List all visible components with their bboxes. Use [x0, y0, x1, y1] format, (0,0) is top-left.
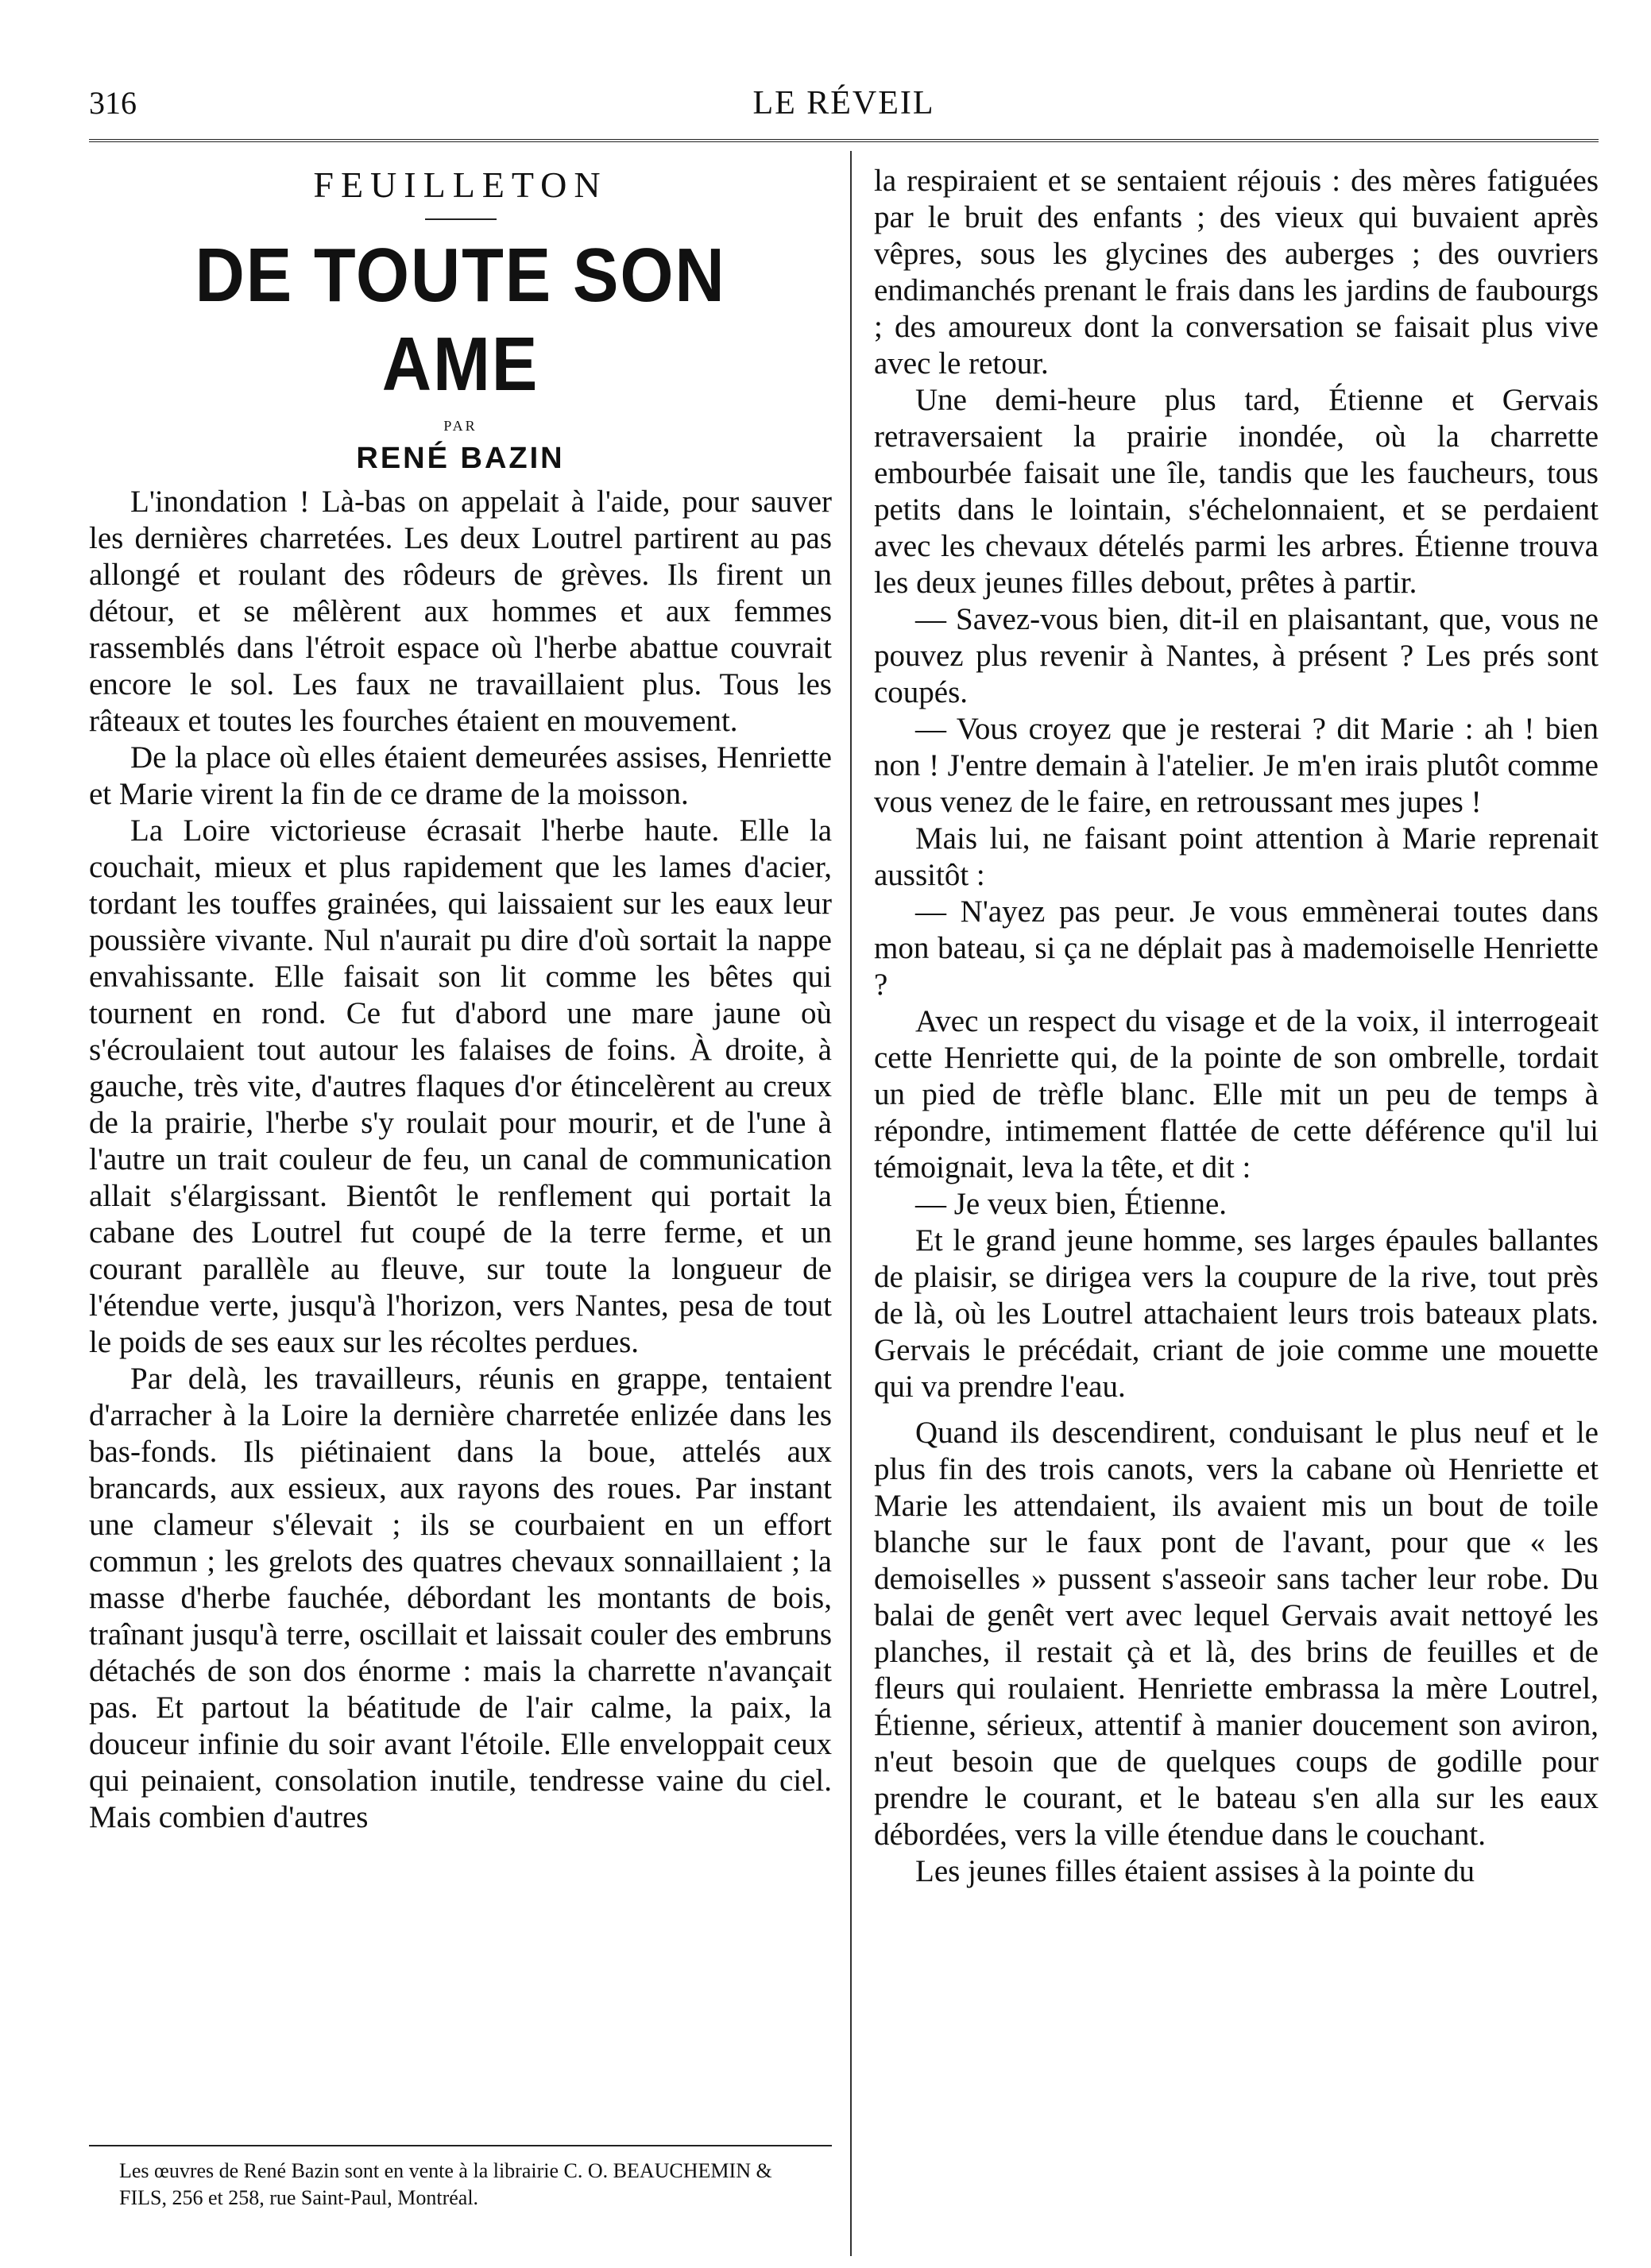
right-column — [874, 163, 1599, 1890]
title-separator-rule — [425, 218, 497, 220]
right-paragraph-9: Et le grand jeune homme, ses larges épaules ballantes de plaisir, se dirigea vers la coupure de la rive, tout près de là, où les Loutrel attachaient leurs trois bateaux plats. Gervais le précédait, criant de joie comme une mouette qui va prendre l'eau. — [874, 1223, 1599, 1404]
right-paragraph-3: — Savez-vous bien, dit-il en plaisantant, que, vous ne pouvez plus revenir à Nantes, à présent ? Les prés sont coupés. — [874, 602, 1599, 709]
right-paragraph-10: Quand ils descendirent, conduisant le plus neuf et le plus fin des trois canots, vers la cabane où Henriette et Marie les attendaient, ils avaient mis un bout de toile blanche sur le faux pont de l'avant, pour que « les demoiselles » pussent s'asseoir sans tacher leur robe. Du balai de genêt vert avec lequel Gervais avait nettoyé les planches, il restait çà et là, des brins de feuilles et de fleurs qui roulaient. Henriette embrassa la mère Loutrel, Étienne, sérieux, attentif à manier doucement son aviron, n'eut besoin que de quelques coups de godille pour prendre le courant, et le bateau s'en alla sur les eaux débordées, vers la ville étendue dans le couchant. — [874, 1416, 1599, 1852]
left-paragraph-1: L'inondation ! Là-bas on appelait à l'aide, pour sauver les dernières charretées. Les deux Loutrel partirent au pas allongé et roulant des rôdeurs de grèves. Ils firent un détour, et se mêlèrent aux hommes et aux femmes rassemblés dans l'étroit espace où l'herbe abattue couvrait encore le sol. Les faux ne travaillaient plus. Tous les râteaux et toutes les fourches étaient en mouvement. — [89, 485, 832, 738]
right-paragraph-11: Les jeunes filles étaient assises à la pointe du — [915, 1854, 1475, 1888]
right-paragraph-8: — Je veux bien, Étienne. — [915, 1187, 1228, 1221]
page-header — [89, 79, 1599, 127]
left-paragraph-4: Par delà, les travailleurs, réunis en grappe, tentaient d'arracher à la Loire la dernière charretée enlizée dans les bas-fonds. Ils piétinaient dans la boue, attelés aux brancards, aux essieux, aux rayons des roues. Par instant une clameur s'élevait ; ils se courbaient en un effort commun ; les grelots des quatres chevaux sonnaillaient ; la masse d'herbe fauchée, débordant les montants de bois, traînant jusqu'à terre, oscillait et laissait couler des embruns détachés de son dos énorme : mais la charrette n'avançait pas. Et partout la béatitude de l'air calme, la paix, la douceur infinie du soir avant l'étoile. Elle enveloppait ceux qui peinaient, consolation inutile, tendresse vaine du ciel. Mais combien d'autres — [89, 1362, 832, 1834]
byline-author: RENÉ BAZIN — [356, 442, 565, 475]
right-paragraph-4: — Vous croyez que je resterai ? dit Marie : ah ! bien non ! J'entre demain à l'atelier. Je m'en irais plutôt comme vous venez de le faire, en retroussant mes jupes ! — [874, 712, 1599, 819]
left-column — [89, 163, 832, 1836]
right-paragraph-1: la respiraient et se sentaient réjouis : des mères fatiguées par le bruit des enfants ; des vieux qui buvaient après vêpres, sous les glycines des auberges ; des ouvriers endimanchés prenant le frais dans les jardins de faubourgs ; des amoureux dont la conversation se faisait plus vive avec le retour. — [874, 164, 1599, 381]
footnote: Les œuvres de René Bazin sont en vente à la librairie C. O. BEAUCHEMIN & FILS, 256 et 258, rue Saint-Paul, Montréal. — [119, 2159, 772, 2209]
footnote-rule — [89, 2145, 832, 2146]
right-paragraph-7: Avec un respect du visage et de la voix, il interrogeait cette Henriette qui, de la pointe de son ombrelle, tordait un pied de trèfle blanc. Elle mit un peu de temps à répondre, intimement flattée de cette déférence qu'il lui témoignait, leva la tête, et dit : — [874, 1004, 1599, 1184]
column-divider — [850, 151, 852, 2256]
byline-par: PAR — [443, 418, 478, 434]
feuilleton-label: FEUILLETON — [313, 164, 608, 205]
story-title: DE TOUTE SON AME — [195, 233, 726, 407]
left-paragraph-3: La Loire victorieuse écrasait l'herbe haute. Elle la couchait, mieux et plus rapidement que les lames d'acier, tordant les touffes grainées, qui laissaient sur les eaux leur poussière vivante. Nul n'aurait pu dire d'où sortait la nappe envahissante. Elle faisait son lit comme les bêtes qui tournent en rond. Ce fut d'abord une mare jaune où s'écroulaient tout autour les falaises de foins. À droite, à gauche, très vite, d'autres flaques d'or étincelèrent au creux de la prairie, l'herbe s'y roulait pour mourir, et de l'une à l'autre un trait couleur de feu, un canal de communication allait s'élargissant. Bientôt le renflement qui portait la cabane des Loutrel fut coupé de la terre ferme, et un courant parallèle au fleuve, sur toute la longueur de l'étendue verte, jusqu'à l'horizon, vers Nantes, pesa de tout le poids de ses eaux sur les récoltes perdues. — [89, 813, 832, 1359]
right-paragraph-6: — N'ayez pas peur. Je vous emmènerai toutes dans mon bateau, si ça ne déplait pas à mademoiselle Henriette ? — [874, 894, 1599, 1002]
page-number: 316 — [89, 85, 137, 121]
header-rule — [89, 139, 1599, 142]
journal-title: LE RÉVEIL — [752, 85, 935, 122]
left-paragraph-2: De la place où elles étaient demeurées assises, Henriette et Marie virent la fin de ce drame de la moisson. — [89, 740, 832, 811]
right-paragraph-2: Une demi-heure plus tard, Étienne et Gervais retraversaient la prairie inondée, où la charrette embourbée faisait une île, tandis que les faucheurs, tous petits dans le lointain, s'échelonnaient, et se perdaient avec les chevaux dételés parmi les arbres. Étienne trouva les deux jeunes filles debout, prêtes à partir. — [874, 383, 1599, 600]
right-paragraph-5: Mais lui, ne faisant point attention à Marie reprenait aussitôt : — [874, 821, 1599, 892]
